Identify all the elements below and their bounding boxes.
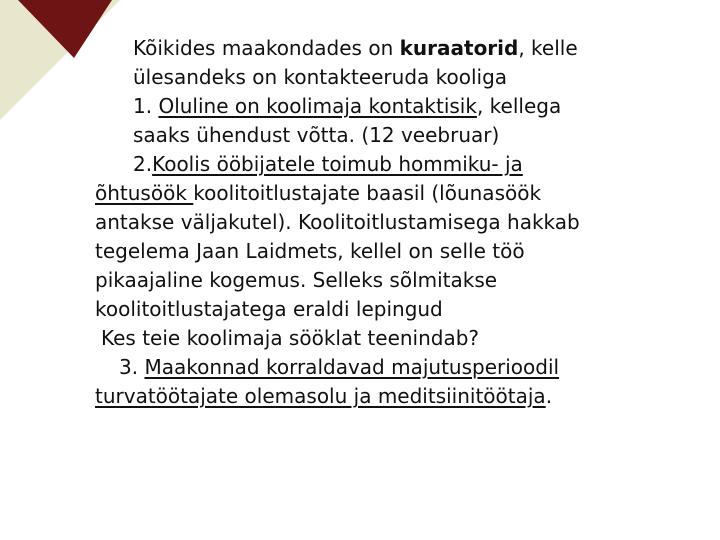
bold-term: kuraatorid: [399, 36, 519, 60]
underlined-text: õhtusöök: [95, 181, 194, 205]
text-line: ülesandeks on kontakteeruda kooliga: [133, 65, 508, 89]
text-line: tegelema Jaan Laidmets, kellel on selle töö: [95, 239, 525, 263]
text-line: antakse väljakutel). Koolitoitlustamisega hakkab: [95, 210, 580, 234]
paragraph-accommodation: [95, 353, 705, 382]
item-number: 3.: [119, 355, 145, 379]
item-number: 1.: [133, 94, 159, 118]
text: , kelle: [518, 36, 578, 60]
paragraph-curators: [95, 34, 705, 63]
question-line: Kes teie koolimaja sööklat teenindab?: [101, 326, 480, 350]
paragraph-catering: [95, 150, 705, 179]
text: , kellega: [476, 94, 562, 118]
text-line: koolitoitlustajatega eraldi lepingud: [95, 297, 443, 321]
underlined-text: Koolis ööbijatele toimub hommiku- ja: [152, 152, 523, 176]
paragraph-contact-person: [95, 92, 705, 121]
text-line: saaks ühendust võtta. (12 veebruar): [133, 123, 500, 147]
underlined-text: Maakonnad korraldavad majutusperioodil: [144, 355, 560, 379]
underlined-text: turvatöötajate olemasolu ja meditsiinitöötaja: [95, 384, 546, 408]
text-line: [95, 179, 705, 208]
underlined-text: Oluline on koolimaja kontaktisik: [158, 94, 477, 118]
slide-body: [95, 34, 705, 411]
text: koolitoitlustajate baasil (lõunasöök: [193, 181, 542, 205]
text: .: [545, 384, 553, 408]
text-line: pikaajaline kogemus. Selleks sõlmitakse: [95, 268, 498, 292]
item-number: 2.: [133, 152, 153, 176]
text: Kõikides maakondades on: [133, 36, 400, 60]
text-line: [95, 382, 705, 411]
